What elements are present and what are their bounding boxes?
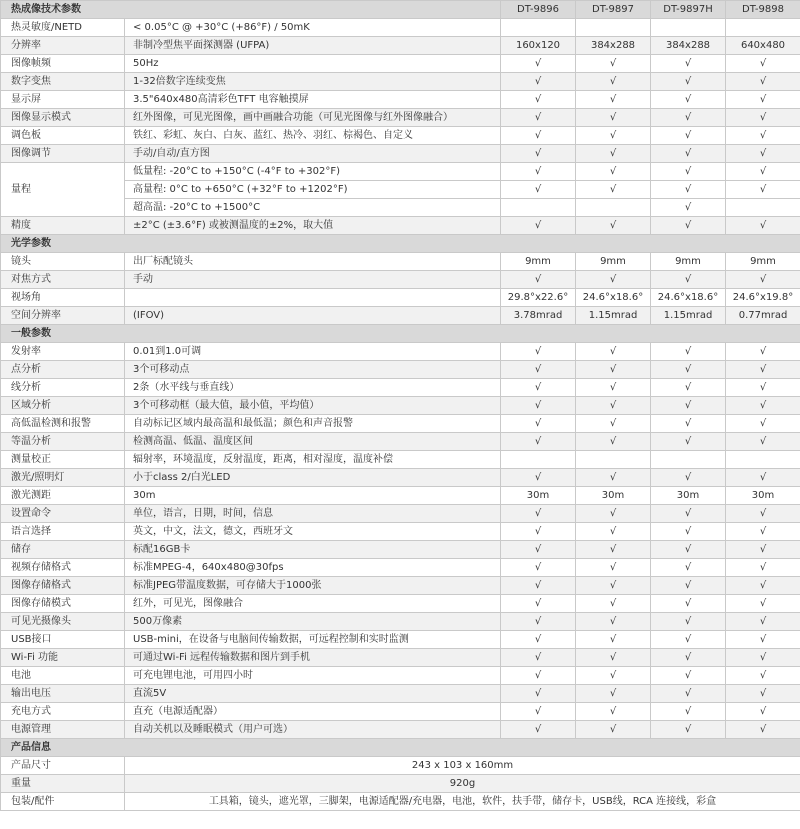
row-description: 3.5"640x480高清彩色TFT 电容触摸屏 (125, 91, 501, 109)
row-value-dt-9896: √ (501, 181, 576, 199)
row-label: 量程 (1, 163, 125, 217)
row-value-dt-9898: 24.6°x19.8° (726, 289, 800, 307)
row-value-dt-9897: √ (576, 469, 651, 487)
row-value-dt-9896: √ (501, 361, 576, 379)
table-row (1, 163, 800, 181)
section-header (1, 739, 800, 757)
table-row (1, 505, 800, 523)
row-description: 铁红、彩虹、灰白、白灰、蓝红、热冷、羽红、棕褐色、自定义 (125, 127, 501, 145)
row-description: 标配16GB卡 (125, 541, 501, 559)
row-value-dt-9897: √ (576, 145, 651, 163)
table-row (1, 559, 800, 577)
row-value-dt-9896: 160x120 (501, 37, 576, 55)
row-value-dt-9898: √ (726, 109, 800, 127)
row-value-dt-9897h: √ (651, 127, 726, 145)
row-value-dt-9897h: √ (651, 631, 726, 649)
row-label: 图像存储模式 (1, 595, 125, 613)
row-value-dt-9897: √ (576, 181, 651, 199)
table-row (1, 793, 800, 811)
table-row (1, 19, 800, 37)
row-value-dt-9897: √ (576, 217, 651, 235)
row-label: 视频存储格式 (1, 559, 125, 577)
row-value-dt-9898: √ (726, 685, 800, 703)
section-title: 一般参数 (1, 325, 800, 343)
row-value-dt-9898: √ (726, 379, 800, 397)
row-value-dt-9897: √ (576, 415, 651, 433)
row-value-dt-9897h: 384x288 (651, 37, 726, 55)
row-description: 红外图像，可见光图像，画中画融合功能（可见光图像与红外图像融合） (125, 109, 501, 127)
row-value-dt-9898: √ (726, 667, 800, 685)
row-value-dt-9898: √ (726, 433, 800, 451)
row-value-dt-9897h (651, 451, 726, 469)
row-value-dt-9898: √ (726, 73, 800, 91)
row-value-dt-9897h: √ (651, 685, 726, 703)
row-value-dt-9896: √ (501, 577, 576, 595)
row-value-dt-9897h: √ (651, 73, 726, 91)
row-description: 3个可移动点 (125, 361, 501, 379)
section-header (1, 325, 800, 343)
row-description: (IFOV) (125, 307, 501, 325)
row-value-dt-9898: √ (726, 271, 800, 289)
row-value-dt-9897: √ (576, 631, 651, 649)
model-header: DT-9896 (501, 1, 576, 19)
row-value-dt-9898: √ (726, 505, 800, 523)
row-label: 对焦方式 (1, 271, 125, 289)
row-value-dt-9897: √ (576, 721, 651, 739)
row-value-dt-9897: √ (576, 505, 651, 523)
row-label: 测量校正 (1, 451, 125, 469)
row-value-dt-9896: 3.78mrad (501, 307, 576, 325)
row-value-dt-9896: √ (501, 145, 576, 163)
row-label: 分辨率 (1, 37, 125, 55)
table-row (1, 307, 800, 325)
row-value-dt-9898: √ (726, 649, 800, 667)
row-value-dt-9897h: √ (651, 613, 726, 631)
row-value-dt-9897: √ (576, 703, 651, 721)
row-label: 重量 (1, 775, 125, 793)
row-value-dt-9896 (501, 19, 576, 37)
row-value-dt-9897: √ (576, 109, 651, 127)
row-value-dt-9898: √ (726, 145, 800, 163)
row-value-dt-9896: √ (501, 73, 576, 91)
table-row (1, 685, 800, 703)
row-value-dt-9896: √ (501, 433, 576, 451)
row-value-dt-9897h: √ (651, 109, 726, 127)
row-label: 高低温检测和报警 (1, 415, 125, 433)
row-description: 标准JPEG带温度数据，可存储大于1000张 (125, 577, 501, 595)
row-value-dt-9897: √ (576, 379, 651, 397)
row-description: ±2°C (±3.6°F) 或被测温度的±2%，取大值 (125, 217, 501, 235)
row-value-dt-9896 (501, 199, 576, 217)
model-header: DT-9897 (576, 1, 651, 19)
row-value-dt-9898: √ (726, 559, 800, 577)
row-value-dt-9898: √ (726, 91, 800, 109)
row-description: 直流5V (125, 685, 501, 703)
row-value-dt-9898: √ (726, 541, 800, 559)
row-value-dt-9898: √ (726, 343, 800, 361)
table-row (1, 703, 800, 721)
row-description: 50Hz (125, 55, 501, 73)
row-value-dt-9896: √ (501, 397, 576, 415)
row-value-dt-9896: √ (501, 541, 576, 559)
table-row (1, 757, 800, 775)
row-value-dt-9896: 30m (501, 487, 576, 505)
row-value-dt-9897: √ (576, 577, 651, 595)
row-value-dt-9897: 30m (576, 487, 651, 505)
row-value-dt-9896: √ (501, 343, 576, 361)
row-value-dt-9897: √ (576, 163, 651, 181)
table-row (1, 433, 800, 451)
row-value-dt-9898: 9mm (726, 253, 800, 271)
row-value-dt-9897h: √ (651, 667, 726, 685)
row-label: 空间分辨率 (1, 307, 125, 325)
row-description: 手动 (125, 271, 501, 289)
row-value-dt-9898 (726, 19, 800, 37)
row-value-dt-9897: √ (576, 667, 651, 685)
row-value-dt-9897h: √ (651, 163, 726, 181)
row-value-dt-9897h: √ (651, 379, 726, 397)
table-row (1, 523, 800, 541)
row-value-dt-9897: √ (576, 55, 651, 73)
row-value-dt-9896: √ (501, 649, 576, 667)
row-value-dt-9896: √ (501, 469, 576, 487)
row-value-dt-9896: √ (501, 613, 576, 631)
row-label: 视场角 (1, 289, 125, 307)
row-value-dt-9898: √ (726, 523, 800, 541)
row-full-value: 243 x 103 x 160mm (125, 757, 800, 775)
table-row (1, 127, 800, 145)
row-value-dt-9898: √ (726, 163, 800, 181)
row-label: 储存 (1, 541, 125, 559)
row-full-value: 工具箱，镜头，遮光罩，三脚架，电源适配器/充电器，电池，软件，扶手带，储存卡，USB线，RCA 连接线，彩盒 (125, 793, 800, 811)
row-value-dt-9896: √ (501, 595, 576, 613)
row-value-dt-9898: √ (726, 631, 800, 649)
row-value-dt-9896: 9mm (501, 253, 576, 271)
table-row (1, 379, 800, 397)
row-value-dt-9897: √ (576, 127, 651, 145)
row-label: 图像存储格式 (1, 577, 125, 595)
row-description: 英文，中文，法文，德文，西班牙文 (125, 523, 501, 541)
row-label: 输出电压 (1, 685, 125, 703)
row-label: 镜头 (1, 253, 125, 271)
row-value-dt-9896: √ (501, 271, 576, 289)
row-value-dt-9898: 30m (726, 487, 800, 505)
row-value-dt-9896: √ (501, 109, 576, 127)
row-description: 出厂标配镜头 (125, 253, 501, 271)
row-full-value: 920g (125, 775, 800, 793)
row-description: 3个可移动框（最大值，最小值，平均值） (125, 397, 501, 415)
row-value-dt-9898: √ (726, 469, 800, 487)
row-value-dt-9897h: √ (651, 55, 726, 73)
row-value-dt-9898 (726, 199, 800, 217)
row-value-dt-9896: √ (501, 55, 576, 73)
spec-table-body (1, 1, 800, 811)
row-value-dt-9897h (651, 19, 726, 37)
row-description: 检测高温、低温、温度区间 (125, 433, 501, 451)
row-value-dt-9898: √ (726, 127, 800, 145)
row-value-dt-9897: √ (576, 613, 651, 631)
row-value-dt-9897h: √ (651, 649, 726, 667)
row-label: 区域分析 (1, 397, 125, 415)
row-value-dt-9897h: √ (651, 91, 726, 109)
row-value-dt-9897: √ (576, 559, 651, 577)
row-value-dt-9897h: √ (651, 433, 726, 451)
table-row (1, 289, 800, 307)
row-label: 图像调节 (1, 145, 125, 163)
row-label: 激光/照明灯 (1, 469, 125, 487)
table-row (1, 541, 800, 559)
row-label: 包装/配件 (1, 793, 125, 811)
row-description: < 0.05°C @ +30°C (+86°F) / 50mK (125, 19, 501, 37)
row-value-dt-9896: √ (501, 163, 576, 181)
table-row (1, 469, 800, 487)
row-value-dt-9897 (576, 19, 651, 37)
row-value-dt-9897: √ (576, 685, 651, 703)
section-header (1, 1, 800, 19)
table-row (1, 415, 800, 433)
row-description: 2条（水平线与垂直线） (125, 379, 501, 397)
section-title: 光学参数 (1, 235, 800, 253)
table-row (1, 613, 800, 631)
row-value-dt-9897h: √ (651, 703, 726, 721)
row-value-dt-9897h: √ (651, 343, 726, 361)
row-value-dt-9896: √ (501, 379, 576, 397)
row-description: 高量程: 0°C to +650°C (+32°F to +1202°F) (125, 181, 501, 199)
row-value-dt-9898: √ (726, 721, 800, 739)
table-row (1, 91, 800, 109)
row-value-dt-9897: 9mm (576, 253, 651, 271)
row-description: 低量程: -20°C to +150°C (-4°F to +302°F) (125, 163, 501, 181)
row-description: 自动标记区域内最高温和最低温；颜色和声音报警 (125, 415, 501, 433)
row-description: 可充电锂电池，可用四小时 (125, 667, 501, 685)
row-label: 图像显示模式 (1, 109, 125, 127)
row-value-dt-9898: √ (726, 397, 800, 415)
row-value-dt-9896: √ (501, 91, 576, 109)
row-label: 等温分析 (1, 433, 125, 451)
row-value-dt-9897: √ (576, 271, 651, 289)
row-description: 非制冷型焦平面探测器 (UFPA) (125, 37, 501, 55)
row-description: 辐射率，环境温度，反射温度，距离，相对湿度，温度补偿 (125, 451, 501, 469)
row-value-dt-9898 (726, 451, 800, 469)
row-label: 产品尺寸 (1, 757, 125, 775)
row-value-dt-9898: √ (726, 613, 800, 631)
row-value-dt-9897h: √ (651, 397, 726, 415)
row-value-dt-9896 (501, 451, 576, 469)
table-row (1, 631, 800, 649)
row-value-dt-9896: √ (501, 127, 576, 145)
row-value-dt-9896: 29.8°x22.6° (501, 289, 576, 307)
row-value-dt-9897 (576, 451, 651, 469)
row-value-dt-9897: √ (576, 91, 651, 109)
row-value-dt-9896: √ (501, 415, 576, 433)
table-row (1, 487, 800, 505)
row-description: 超高温: -20°C to +1500°C (125, 199, 501, 217)
row-value-dt-9897h: 1.15mrad (651, 307, 726, 325)
section-title: 产品信息 (1, 739, 800, 757)
row-description: 小于class 2/白光LED (125, 469, 501, 487)
row-value-dt-9897: √ (576, 649, 651, 667)
row-label: 热灵敏度/NETD (1, 19, 125, 37)
table-row (1, 451, 800, 469)
row-value-dt-9896: √ (501, 505, 576, 523)
section-header (1, 235, 800, 253)
row-value-dt-9897h: √ (651, 217, 726, 235)
row-label: 数字变焦 (1, 73, 125, 91)
row-value-dt-9897h: √ (651, 577, 726, 595)
row-value-dt-9897: √ (576, 343, 651, 361)
row-value-dt-9896: √ (501, 685, 576, 703)
row-description: 500万像素 (125, 613, 501, 631)
row-label: 调色板 (1, 127, 125, 145)
row-value-dt-9897h: √ (651, 361, 726, 379)
row-value-dt-9897h: √ (651, 271, 726, 289)
table-row (1, 73, 800, 91)
row-description: 直充（电源适配器） (125, 703, 501, 721)
row-value-dt-9898: √ (726, 361, 800, 379)
table-row (1, 217, 800, 235)
row-value-dt-9897h: 24.6°x18.6° (651, 289, 726, 307)
row-value-dt-9898: √ (726, 703, 800, 721)
row-value-dt-9897h: 30m (651, 487, 726, 505)
row-value-dt-9898: 0.77mrad (726, 307, 800, 325)
row-value-dt-9897h: √ (651, 199, 726, 217)
section-title: 热成像技术参数 (1, 1, 501, 19)
table-row (1, 721, 800, 739)
row-description: 1-32倍数字连续变焦 (125, 73, 501, 91)
row-description: 可通过Wi-Fi 远程传输数据和图片到手机 (125, 649, 501, 667)
table-row (1, 577, 800, 595)
row-value-dt-9897h: √ (651, 559, 726, 577)
row-value-dt-9898: 640x480 (726, 37, 800, 55)
row-label: USB接口 (1, 631, 125, 649)
model-header: DT-9898 (726, 1, 800, 19)
table-row (1, 595, 800, 613)
row-value-dt-9898: √ (726, 55, 800, 73)
row-value-dt-9898: √ (726, 181, 800, 199)
row-description: 30m (125, 487, 501, 505)
table-row (1, 397, 800, 415)
row-value-dt-9897: √ (576, 595, 651, 613)
row-value-dt-9897h: √ (651, 181, 726, 199)
row-value-dt-9897h: 9mm (651, 253, 726, 271)
row-value-dt-9898: √ (726, 217, 800, 235)
row-value-dt-9897: √ (576, 433, 651, 451)
table-row (1, 775, 800, 793)
row-value-dt-9896: √ (501, 217, 576, 235)
row-label: 显示屏 (1, 91, 125, 109)
row-value-dt-9897h: √ (651, 415, 726, 433)
table-row (1, 361, 800, 379)
table-row (1, 271, 800, 289)
table-row (1, 55, 800, 73)
row-value-dt-9896: √ (501, 667, 576, 685)
row-label: 语言选择 (1, 523, 125, 541)
row-value-dt-9897: √ (576, 541, 651, 559)
row-value-dt-9897h: √ (651, 505, 726, 523)
row-value-dt-9898: √ (726, 577, 800, 595)
row-value-dt-9897 (576, 199, 651, 217)
row-value-dt-9897: √ (576, 361, 651, 379)
row-description: USB-mini，在设备与电脑间传输数据，可远程控制和实时监测 (125, 631, 501, 649)
row-description: 红外，可见光，图像融合 (125, 595, 501, 613)
row-label: 设置命令 (1, 505, 125, 523)
row-value-dt-9897h: √ (651, 595, 726, 613)
row-label: 点分析 (1, 361, 125, 379)
row-value-dt-9897h: √ (651, 469, 726, 487)
row-label: 发射率 (1, 343, 125, 361)
row-value-dt-9898: √ (726, 595, 800, 613)
row-value-dt-9896: √ (501, 721, 576, 739)
model-header: DT-9897H (651, 1, 726, 19)
row-value-dt-9896: √ (501, 703, 576, 721)
row-value-dt-9897h: √ (651, 145, 726, 163)
row-description: 标准MPEG-4，640x480@30fps (125, 559, 501, 577)
table-row (1, 253, 800, 271)
row-label: Wi-Fi 功能 (1, 649, 125, 667)
table-row (1, 109, 800, 127)
row-description: 自动关机以及睡眠模式（用户可选） (125, 721, 501, 739)
row-label: 线分析 (1, 379, 125, 397)
table-row (1, 37, 800, 55)
row-value-dt-9897h: √ (651, 541, 726, 559)
row-label: 可见光摄像头 (1, 613, 125, 631)
row-label: 图像帧频 (1, 55, 125, 73)
row-value-dt-9898: √ (726, 415, 800, 433)
row-value-dt-9897: √ (576, 397, 651, 415)
row-label: 激光测距 (1, 487, 125, 505)
row-label: 精度 (1, 217, 125, 235)
row-label: 电源管理 (1, 721, 125, 739)
row-description: 手动/自动/直方图 (125, 145, 501, 163)
row-value-dt-9896: √ (501, 631, 576, 649)
table-row (1, 145, 800, 163)
table-row (1, 667, 800, 685)
row-value-dt-9896: √ (501, 559, 576, 577)
row-value-dt-9897h: √ (651, 721, 726, 739)
row-description: 0.01到1.0可调 (125, 343, 501, 361)
table-row (1, 343, 800, 361)
row-value-dt-9897h: √ (651, 523, 726, 541)
row-value-dt-9897: 1.15mrad (576, 307, 651, 325)
row-description (125, 289, 501, 307)
row-value-dt-9897: √ (576, 73, 651, 91)
row-description: 单位，语言，日期，时间，信息 (125, 505, 501, 523)
row-label: 充电方式 (1, 703, 125, 721)
table-row (1, 649, 800, 667)
row-label: 电池 (1, 667, 125, 685)
row-value-dt-9897: 24.6°x18.6° (576, 289, 651, 307)
row-value-dt-9897: 384x288 (576, 37, 651, 55)
row-value-dt-9896: √ (501, 523, 576, 541)
row-value-dt-9897: √ (576, 523, 651, 541)
